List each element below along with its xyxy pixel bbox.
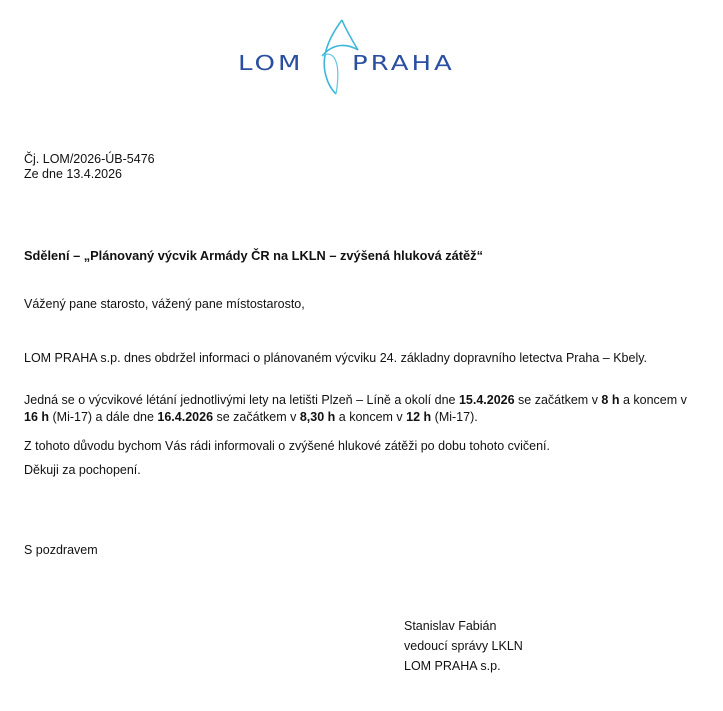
signature-position: vedoucí správy LKLN [404, 639, 523, 653]
start-time-1: 8 h [601, 393, 620, 407]
closing-thanks: Děkuji za pochopení. [24, 463, 141, 477]
body-paragraph-2 [24, 392, 704, 426]
reference-number: Čj. LOM/2026-ÚB-5476 [24, 152, 155, 166]
text: (Mi-17) a dále dne [49, 410, 158, 424]
signature-name: Stanislav Fabián [404, 619, 497, 633]
text: (Mi-17). [431, 410, 478, 424]
text: a koncem v [619, 393, 687, 407]
date-2: 16.4.2026 [157, 410, 214, 424]
start-time-2: 8,30 h [299, 410, 336, 424]
text: se začátkem v [213, 410, 300, 424]
signature-block [404, 616, 523, 676]
text: a koncem v [335, 410, 407, 424]
text: se začátkem v [514, 393, 602, 407]
reference-block [24, 152, 155, 182]
signature-organization: LOM PRAHA s.p. [404, 659, 501, 673]
company-logo [230, 16, 490, 96]
end-time-2: 12 h [406, 410, 432, 424]
date-1: 15.4.2026 [458, 393, 515, 407]
logo-text-praha: PRAHA [352, 52, 455, 76]
greeting: Vážený pane starosto, vážený pane místostarosto, [24, 297, 305, 311]
closing-regards: S pozdravem [24, 543, 98, 557]
reference-date: Ze dne 13.4.2026 [24, 167, 122, 181]
end-time-1: 16 h [24, 410, 50, 424]
body-paragraph-1: LOM PRAHA s.p. dnes obdržel informaci o plánovaném výcviku 24. základny dopravního letectva Praha – Kbely. [24, 351, 648, 365]
subject-line: Sdělení – „Plánovaný výcvik Armády ČR na LKLN – zvýšená hluková zátěž“ [24, 248, 483, 263]
logo-text-lom: LOM [238, 52, 304, 76]
body-paragraph-3: Z tohoto důvodu bychom Vás rádi informovali o zvýšené hlukové zátěži po dobu tohoto cvičení. [24, 439, 550, 453]
text: Jedná se o výcvikové létání jednotlivými lety na letišti Plzeň – Líně a okolí dne [24, 393, 459, 407]
